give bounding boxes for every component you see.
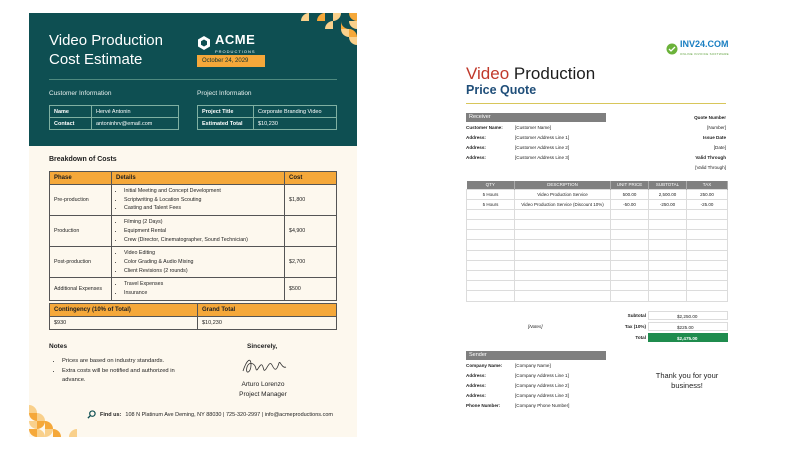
table-cell xyxy=(687,230,728,240)
table-cell xyxy=(687,281,728,291)
column-header: UNIT PRICE xyxy=(611,181,649,189)
receiver-value: [Customer Address Line 3] xyxy=(515,155,570,160)
receiver-band: Receiver xyxy=(466,113,606,122)
sender-value: [Company Address Line 1] xyxy=(515,373,569,378)
table-cell xyxy=(687,240,728,250)
price-quote-document xyxy=(456,33,746,418)
tax-value: $225.00 xyxy=(648,322,728,331)
column-header: TAX xyxy=(687,181,728,189)
valid-through-label: Valid Through xyxy=(695,155,726,160)
note-item: • Extra costs will be notified and authorized in advance. xyxy=(62,367,192,386)
table-header-row xyxy=(50,172,337,185)
quote-title xyxy=(466,64,595,84)
empty-table-row xyxy=(467,250,728,260)
title-divider xyxy=(466,103,726,104)
cost-cell: $4,900 xyxy=(285,216,337,247)
subtotal-value: $2,250.00 xyxy=(648,311,728,320)
table-cell: -25.00 xyxy=(687,199,728,209)
sender-key: Company Name: xyxy=(466,363,503,368)
column-header: DESCRIPTION xyxy=(515,181,611,189)
note-item: • Prices are based on industry standards. xyxy=(62,357,192,367)
quote-items-table xyxy=(466,181,728,302)
sender-key: Phone Number: xyxy=(466,403,501,408)
sender-value: [Company Address Line 3] xyxy=(515,393,569,398)
cost-cell: $500 xyxy=(285,278,337,300)
customer-key: Name xyxy=(50,106,92,118)
inv24-logo-name: INV24.COM xyxy=(680,39,729,49)
detail-item: • Client Revisions (2 rounds) xyxy=(124,267,280,276)
table-cell xyxy=(467,250,515,260)
table-cell xyxy=(467,291,515,301)
issue-date-value: [Date] xyxy=(713,145,726,150)
receiver-key: Customer Name: xyxy=(466,125,503,130)
project-key: Estimated Total xyxy=(198,118,254,130)
sender-key: Address: xyxy=(466,373,486,378)
total-label: Total xyxy=(635,335,646,340)
table-cell xyxy=(467,260,515,270)
grand-total-header: Grand Total xyxy=(198,304,337,317)
footer-contact xyxy=(87,410,333,419)
quote-number-value: [Number] xyxy=(707,125,726,130)
cost-breakdown-table xyxy=(49,171,337,301)
column-header: SUBTOTAL xyxy=(649,181,687,189)
table-cell xyxy=(515,240,611,250)
details-cell xyxy=(112,247,285,278)
closing-text: Sincerely, xyxy=(247,343,278,350)
table-cell xyxy=(611,209,649,219)
decorative-shapes-icon xyxy=(29,385,85,437)
grand-total-value: $10,230 xyxy=(198,317,337,330)
inv24-logo-tagline: ONLINE INVOICE SOFTWARE xyxy=(680,52,729,56)
table-cell xyxy=(515,250,611,260)
project-info-label: Project Information xyxy=(197,90,252,97)
detail-item: • Initial Meeting and Concept Development xyxy=(124,187,280,196)
date-badge: October 24, 2029 xyxy=(197,55,265,67)
phase-cell: Production xyxy=(50,216,112,247)
table-row xyxy=(50,216,337,247)
acme-logo-icon xyxy=(197,36,211,50)
table-cell: 5 Hours xyxy=(467,199,515,209)
detail-item: • Scriptwriting & Location Scouting xyxy=(124,196,280,205)
contingency-value: $930 xyxy=(50,317,198,330)
sender-value: [Company Name] xyxy=(515,363,551,368)
logo-name: ACME xyxy=(215,32,256,47)
table-cell xyxy=(467,220,515,230)
quote-notes: [Notes] xyxy=(528,324,543,329)
table-cell xyxy=(467,281,515,291)
receiver-value: [Customer Address Line 2] xyxy=(515,145,570,150)
title-line-1: Video Production xyxy=(49,32,163,49)
detail-item: • Equipment Rental xyxy=(124,227,280,236)
table-row xyxy=(198,106,337,118)
customer-info-label: Customer Information xyxy=(49,90,112,97)
table-cell xyxy=(649,250,687,260)
customer-key: Contact xyxy=(50,118,92,130)
table-cell xyxy=(611,230,649,240)
acme-logo xyxy=(197,31,256,54)
table-cell xyxy=(467,240,515,250)
column-header: Details xyxy=(112,172,285,185)
column-header: QTY xyxy=(467,181,515,189)
logo-subtitle: PRODUCTIONS xyxy=(215,49,256,54)
table-row xyxy=(467,189,728,199)
table-row xyxy=(50,247,337,278)
table-cell xyxy=(515,281,611,291)
total-value: $2,475.00 xyxy=(648,333,728,342)
phase-cell: Post-production xyxy=(50,247,112,278)
table-cell xyxy=(515,271,611,281)
quote-subtitle: Price Quote xyxy=(466,83,537,97)
receiver-key: Address: xyxy=(466,135,486,140)
project-info-table xyxy=(197,105,337,130)
table-cell xyxy=(611,250,649,260)
table-row xyxy=(198,118,337,130)
receiver-key: Address: xyxy=(466,155,486,160)
table-cell: -250.00 xyxy=(649,199,687,209)
table-cell xyxy=(649,271,687,281)
table-row xyxy=(50,278,337,300)
table-cell xyxy=(687,260,728,270)
table-cell xyxy=(515,220,611,230)
table-row xyxy=(50,106,179,118)
detail-item: • Color Grading & Audio Mixing xyxy=(124,258,280,267)
quote-number-label: Quote Number xyxy=(694,115,726,120)
table-cell xyxy=(649,281,687,291)
phase-cell: Pre-production xyxy=(50,185,112,216)
table-cell xyxy=(687,220,728,230)
receiver-value: [Customer Address Line 1] xyxy=(515,135,570,140)
table-cell xyxy=(467,230,515,240)
project-key: Project Title xyxy=(198,106,254,118)
table-cell xyxy=(611,291,649,301)
table-cell: -50.00 xyxy=(611,199,649,209)
cost-cell: $2,700 xyxy=(285,247,337,278)
notes-list xyxy=(62,357,192,386)
table-cell xyxy=(467,209,515,219)
table-cell xyxy=(687,250,728,260)
table-cell xyxy=(515,209,611,219)
quote-title-red: Video xyxy=(466,64,510,83)
table-cell xyxy=(611,220,649,230)
cost-estimate-document xyxy=(29,13,357,437)
table-cell xyxy=(515,230,611,240)
table-cell xyxy=(687,291,728,301)
detail-item: • Filming (2 Days) xyxy=(124,218,280,227)
empty-table-row xyxy=(467,220,728,230)
sender-key: Address: xyxy=(466,393,486,398)
phase-cell: Additional Expenses xyxy=(50,278,112,300)
thank-you-message xyxy=(642,371,732,391)
receiver-value: [Customer Name] xyxy=(515,125,551,130)
table-cell xyxy=(649,230,687,240)
contingency-header: Contingency (10% of Total) xyxy=(50,304,198,317)
table-cell xyxy=(467,271,515,281)
inv24-logo-icon xyxy=(666,43,678,55)
detail-item: • Insurance xyxy=(124,289,280,298)
thanks-line-1: Thank you for your xyxy=(655,371,719,380)
detail-item: • Travel Expenses xyxy=(124,280,280,289)
details-cell xyxy=(112,278,285,300)
cost-cell: $1,800 xyxy=(285,185,337,216)
footer-label: Find us: xyxy=(100,411,122,418)
table-cell xyxy=(649,240,687,250)
decorative-shapes-icon xyxy=(301,13,357,63)
table-cell xyxy=(515,260,611,270)
header-divider xyxy=(49,79,337,80)
table-cell: Video Production Service xyxy=(515,189,611,199)
valid-through-value: [Valid Through] xyxy=(695,165,726,170)
customer-value: antoninhrv@email.com xyxy=(92,118,179,130)
detail-item: • Crew (Director, Cinematographer, Sound Technician) xyxy=(124,236,280,245)
customer-info-table xyxy=(49,105,179,130)
empty-table-row xyxy=(467,230,728,240)
signature-icon xyxy=(239,351,289,381)
inv24-logo xyxy=(666,39,729,59)
detail-item: • Casting and Talent Fees xyxy=(124,204,280,213)
sender-band: Sender xyxy=(466,351,606,360)
notes-title: Notes xyxy=(49,343,68,350)
sender-value: [Company Phone Number] xyxy=(515,403,570,408)
table-cell xyxy=(649,220,687,230)
signer-name: Arturo Lorenzo xyxy=(241,381,285,388)
table-header-row xyxy=(50,304,337,317)
thanks-line-2: business! xyxy=(671,381,703,390)
signer-block xyxy=(225,380,301,399)
issue-date-label: Issue Date xyxy=(703,135,726,140)
receiver-key: Address: xyxy=(466,145,486,150)
table-header-row xyxy=(467,181,728,189)
empty-table-row xyxy=(467,240,728,250)
search-icon xyxy=(87,410,96,419)
detail-item: • Video Editing xyxy=(124,249,280,258)
empty-table-row xyxy=(467,291,728,301)
table-cell: Video Production Service (Discount 10%) xyxy=(515,199,611,209)
empty-table-row xyxy=(467,281,728,291)
table-cell xyxy=(649,260,687,270)
title-line-2: Cost Estimate xyxy=(49,51,143,68)
details-cell xyxy=(112,185,285,216)
table-cell xyxy=(611,240,649,250)
document-title xyxy=(49,31,209,69)
sender-key: Address: xyxy=(466,383,486,388)
signer-title: Project Manager xyxy=(239,390,287,398)
table-cell xyxy=(687,209,728,219)
breakdown-title: Breakdown of Costs xyxy=(49,156,117,163)
empty-table-row xyxy=(467,209,728,219)
empty-table-row xyxy=(467,260,728,270)
table-row xyxy=(50,185,337,216)
table-cell xyxy=(611,260,649,270)
table-cell xyxy=(687,271,728,281)
project-value: $10,230 xyxy=(254,118,337,130)
quote-title-rest: Production xyxy=(513,64,596,83)
tax-label: Tax (10%) xyxy=(624,324,646,329)
sender-value: [Company Address Line 2] xyxy=(515,383,569,388)
table-cell: 500.00 xyxy=(611,189,649,199)
table-cell xyxy=(649,291,687,301)
table-cell xyxy=(649,209,687,219)
table-row xyxy=(50,118,179,130)
column-header: Cost xyxy=(285,172,337,185)
column-header: Phase xyxy=(50,172,112,185)
customer-value: Hervé Antonin xyxy=(92,106,179,118)
totals-summary-table xyxy=(49,303,337,330)
table-cell xyxy=(611,271,649,281)
table-cell: 5 Hours xyxy=(467,189,515,199)
table-cell: 2,500.00 xyxy=(649,189,687,199)
empty-table-row xyxy=(467,271,728,281)
subtotal-label: Subtotal xyxy=(627,313,646,318)
project-value: Corporate Branding Video xyxy=(254,106,337,118)
table-cell: 250.00 xyxy=(687,189,728,199)
table-row xyxy=(467,199,728,209)
table-row xyxy=(50,317,337,330)
footer-text: 108 N Platinum Ave Deming, NY 88030 | 725-320-2997 | info@acmeproductions.com xyxy=(125,411,333,418)
table-cell xyxy=(515,291,611,301)
details-cell xyxy=(112,216,285,247)
table-cell xyxy=(611,281,649,291)
